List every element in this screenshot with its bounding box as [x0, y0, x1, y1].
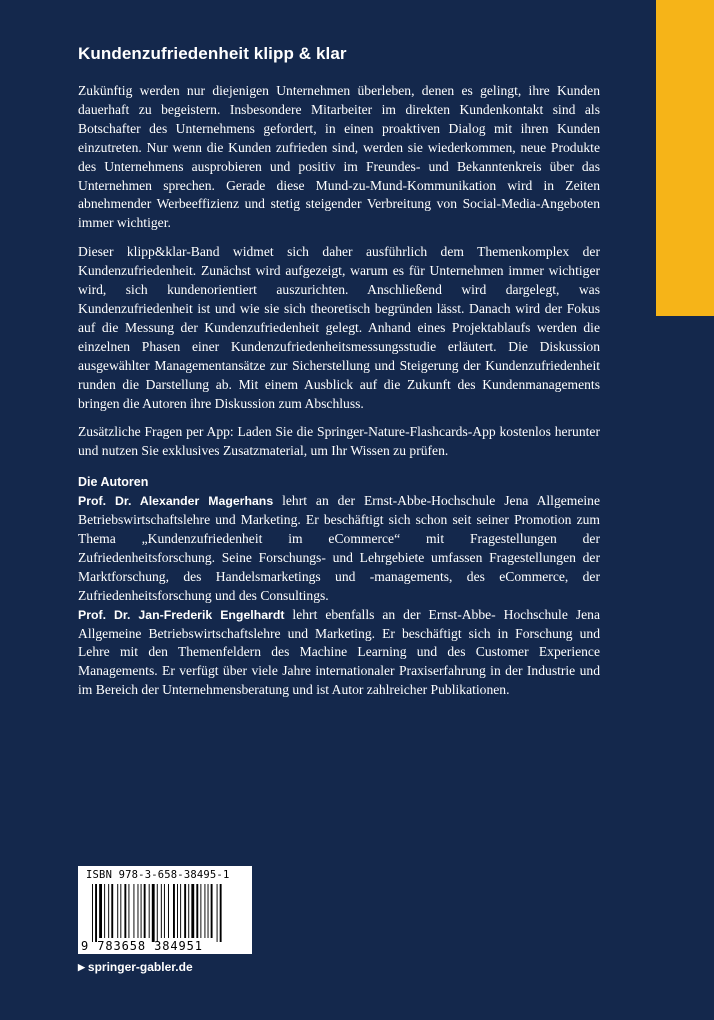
barcode-bar	[117, 884, 118, 938]
barcode-bar	[200, 884, 201, 938]
barcode-bar	[180, 884, 181, 938]
barcode-bar	[208, 884, 209, 938]
author-bio-text: lehrt ebenfalls an der Ernst-Abbe- Hochschule Jena Allgemeine Betriebswirtschaftslehre und Marketing. Er beschäftigt sich in Forschung und Lehre mit den Themenfeldern des Machine Learning und des Customer Experience Managements. Er verfügt über viele Jahre internationaler Praxiserfahrung in der Industrie und im Bereich der Unternehmensberatung und ist Autor zahlreicher Publikationen.	[78, 606, 600, 698]
barcode-bar	[120, 884, 121, 938]
book-title: Kundenzufriedenheit klipp & klar	[78, 44, 347, 63]
barcode-bar	[157, 884, 158, 942]
barcode-bar	[184, 884, 186, 938]
barcode-digits: 9 783658 384951	[81, 939, 203, 953]
author-bio-1	[78, 492, 600, 605]
barcode-bar	[99, 884, 102, 938]
arrow-right-icon: ▶	[78, 962, 85, 972]
barcode-bar	[164, 884, 165, 938]
barcode-bar	[124, 884, 126, 938]
description-paragraph-1: Zukünftig werden nur diejenigen Unternehmen überleben, denen es gelingt, ihre Kunden dauerhaft zu begeistern. Insbesondere Mitarbeiter im direkten Kundenkontakt sind als Botschafter des Unternehmens gefordert, in einen proaktiven Dialog mit ihren Kunden einzutreten. Nur wenn die Kunden zufrieden sind, werden sie wiederkommen, neue Produkte des Unternehmens ausprobieren und positiv im Freundes- und Bekanntenkreis über das Unternehmen sprechen. Gerade diese Mund-zu-Mund-Kommunikation wird in Zeiten abnehmender Werbeeffizienz und stetig steigender Verbreitung von Social-Media-Angeboten immer wichtiger.	[78, 83, 600, 231]
author-bio-2	[78, 606, 600, 701]
barcode-bar	[177, 884, 178, 938]
barcode-bar	[191, 884, 194, 938]
authors-heading: Die Autoren	[78, 475, 149, 490]
back-cover-text	[78, 44, 600, 700]
publisher-link[interactable]	[78, 960, 193, 974]
barcode-bar	[104, 884, 105, 938]
barcode-bar	[188, 884, 189, 938]
accent-color-bar	[656, 0, 714, 316]
barcode-bar	[141, 884, 142, 938]
isbn-barcode	[78, 866, 252, 954]
author-bio-text: lehrt an der Ernst-Abbe-Hochschule Jena Allgemeine Betriebswirtschaftslehre und Marketing. Er beschäftigt sich schon seit seiner Promotion zum Thema „Kundenzufriedenheit im eCommerce“ mit Fragestellungen der Zufriedenheitsforschung. Seine Forschungs- und Lehrgebiete umfassen Fragestellungen der Marktforschung, des Handelsmarketings und -managements, des eCommerce, der Zufriedenheitsforschung und des Consultings.	[78, 493, 600, 603]
barcode-bar	[128, 884, 129, 938]
barcode-bar	[92, 884, 93, 942]
isbn-label: ISBN 978-3-658-38495-1	[86, 869, 230, 881]
barcode-bar	[111, 884, 113, 938]
publisher-url: springer-gabler.de	[87, 960, 193, 974]
barcode-bar	[204, 884, 205, 938]
barcode-bar	[217, 884, 218, 942]
barcode-bar	[149, 884, 150, 938]
barcode-bar	[138, 884, 139, 938]
barcode-bar	[196, 884, 198, 938]
barcode-bar	[211, 884, 213, 938]
description-paragraph-2: Dieser klipp&klar-Band widmet sich daher ausführlich dem Themenkomplex der Kundenzufriedenheit. Zunächst wird aufgezeigt, warum es für Unternehmen immer wichtiger wird, sich kundenorientiert auszurichten. Anschließend wird dargelegt, was Kundenzufriedenheit ist und wie sie sich theoretisch begründen lässt. Danach wird der Fokus auf die Messung der Kundenzufriedenheit gelegt. Anhand eines Projektablaufs werden die einzelnen Phasen einer Kundenzufriedenheitsmessungsstudie erläutert. Die Diskussion ausgewählter Managementansätze zur Sicherstellung und Steigerung der Kundenzufriedenheit runden die Darstellung ab. Mit einem Ausblick auf die Zukunft des Kundenmanagements bringen die Autoren ihre Diskussion zum Abschluss.	[78, 244, 600, 411]
barcode-bar	[144, 884, 146, 938]
app-promo-paragraph: Zusätzliche Fragen per App: Laden Sie die Springer-Nature-Flashcards-App kostenlos herunter und nutzen Sie exklusives Zusatzmaterial, um Ihr Wissen zu prüfen.	[78, 424, 600, 459]
barcode-bar	[95, 884, 97, 942]
author-name: Prof. Dr. Alexander Magerhans	[78, 494, 274, 509]
barcode-bar	[108, 884, 109, 938]
author-name: Prof. Dr. Jan-Frederik Engelhardt	[78, 607, 285, 622]
barcode-bar	[168, 884, 169, 938]
barcode-bar	[161, 884, 162, 938]
barcode-bar	[220, 884, 222, 942]
barcode-bar	[173, 884, 175, 938]
barcode-bar	[133, 884, 134, 938]
barcode-bar	[152, 884, 155, 942]
